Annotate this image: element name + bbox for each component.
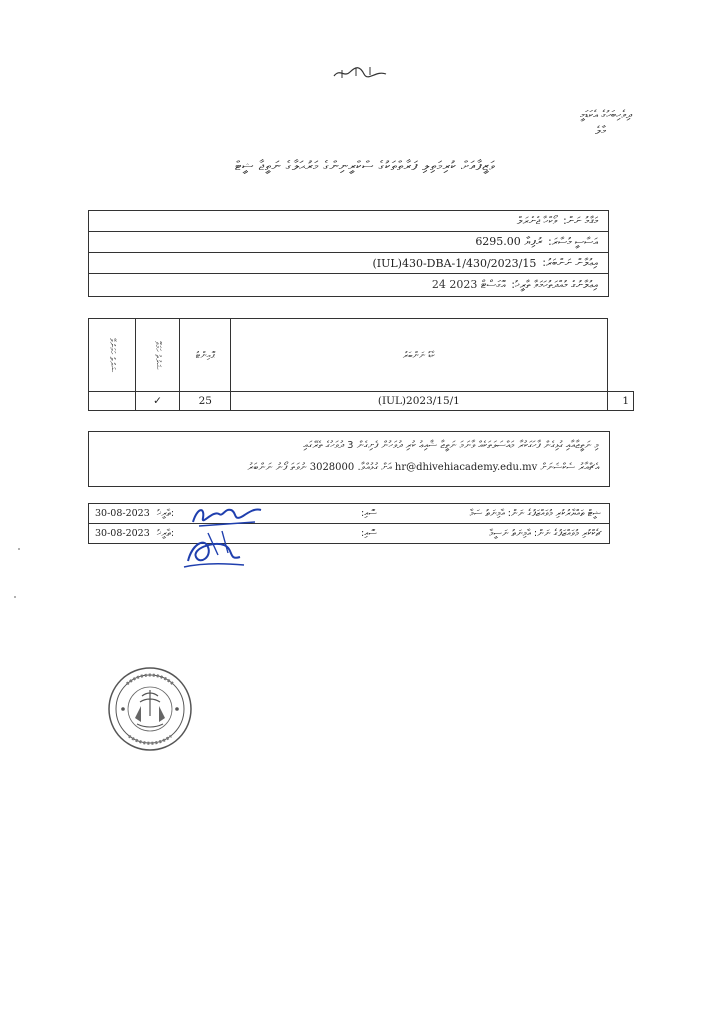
cell-card-id: (IUL)2023/15/1 [231,392,607,411]
date-value: 30-08-2023 [95,528,150,539]
notice-email: hr@dhivehiacademy.edu.mv [394,462,538,473]
criteria-not-met-label: ޝަރުތު ހަމަނުވޭ [107,337,117,373]
document-title: ވަޒީފާއަށް ކުރިމަތިލި ފަރާތްތަކުގެ ސްކްރީނިންގެ މަރުޙަލާގެ ނަތީޖާ ޝީޓް [234,159,496,174]
header-card-number [231,319,607,392]
signature-box [88,503,610,544]
cell-marks: 25 [180,392,231,411]
notice-phone: 3028000 [309,462,355,473]
bismillah-calligraphy-icon [330,62,390,84]
date-cell [95,508,174,519]
table-header-row [89,319,634,392]
header-criteria-not-met [89,319,136,392]
signature-label: ސޮއި: [360,508,377,519]
notice-box [88,431,610,487]
date-label: ތާރީޚު: [156,508,175,519]
info-row-deadline [89,274,608,296]
notice-prefix: އެޗްއާރު ސެކްޝަނަށް [540,462,599,473]
position-label: މަޤާމު ނަން: [563,214,598,227]
header-criteria-met [135,319,180,392]
notice-line-1: މި ނަތީޖާއާއި ގުޅިގެން ފާހަގަކުރާ މައްސަލަތަކެއް ވާނަމަ ނަތީޖާ ޝާއިޢު ކުރި ދުވަހުން ފެށިގެން 3 ދުވަހުގެ ތެރޭގައި [303,440,599,451]
card-number-label: ކާޑު ނަންބަރު [402,351,435,361]
salary-value: 6295.00 ރުފިޔާ [475,235,543,248]
table-row [89,392,634,411]
announcement-number-value: (IUL)430-DBA-1/430/2023/15 [372,256,537,270]
vacancy-info-box [88,210,609,297]
signature-icon [185,500,265,530]
prepared-by-label: ޝީޓް ތައްޔާރުކުރި މުވައްޒަފުގެ ނަން: އާމިނަތު ސަމާ [469,508,601,519]
notice-line-2 [99,462,599,473]
header-row-number [607,319,633,392]
signature-row-checked [89,524,609,543]
date-label: ތާރީޚު: [156,528,175,539]
info-row-position [89,211,608,232]
scan-speck [18,548,20,550]
signature-icon [178,527,248,571]
deadline-label: އިޢުލާނުގެ މުއްދަތުހަމަވާ ތާރީޚު: [511,278,598,291]
cell-row-number: 1 [607,392,633,411]
signature-row-prepared [89,504,609,524]
notice-suffix: އަށް ގުޅުއްވާ. [357,462,392,473]
date-value: 30-08-2023 [95,508,150,519]
info-row-announcement-number [89,253,608,274]
date-cell [95,528,174,539]
official-seal-icon [107,666,193,752]
signature-label: ސޮއި: [360,528,377,539]
cell-met-check-icon: ✓ [135,392,180,411]
checked-by-label: ޗެކްކުރި މުވައްޒަފުގެ ނަން: އާމިނަތު ނަސީމާ [489,528,601,539]
salary-label: އަސާސީ މުސާރަ: [548,235,598,248]
scan-speck [14,596,16,598]
notice-mid: ނުވަތަ ފޯނު ނަންބަރު [247,462,307,473]
org-name: ދިވެހިބަހުގެ އެކަޑަމީ [579,108,632,121]
criteria-met-label: ޝަރުތު ހަމަވޭ [153,340,163,370]
announcement-number-label: އިޢުލާން ނަންބަރު: [542,256,598,269]
header-marks [180,319,231,392]
position-value: ވޯކްހާ ޖެނެރަލް [516,214,558,227]
deadline-value: 24 އޮގަސްޓް 2023 [431,278,506,291]
cell-not-met [89,392,136,411]
org-city: މާލެ [595,124,606,137]
info-row-salary [89,232,608,253]
marks-label: ޕޮއިންޓު [195,351,215,361]
results-table [88,318,634,411]
